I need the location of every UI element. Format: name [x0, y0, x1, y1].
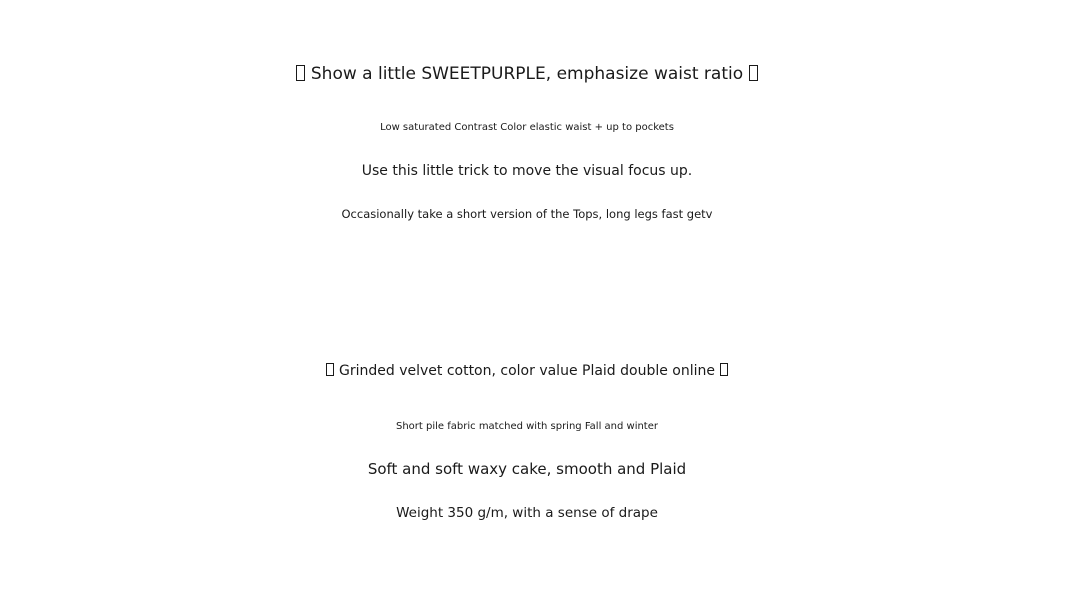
section-2-heading-text: Grinded velvet cotton, color value Plaid double online — [338, 363, 716, 379]
placeholder-glyph-icon — [326, 363, 334, 376]
placeholder-glyph-icon — [296, 65, 305, 81]
section-2-heading — [0, 363, 1054, 379]
section-1-line-2: Use this little trick to move the visual focus up. — [361, 163, 693, 179]
section-1-heading — [0, 64, 1054, 84]
section-2-line-2: Soft and soft waxy cake, smooth and Plaid — [367, 460, 687, 478]
section-1-heading-text: Show a little SWEETPURPLE, emphasize waist ratio — [310, 64, 744, 84]
section-2-line-1: Short pile fabric matched with spring Fall and winter — [396, 421, 658, 432]
section-2-line-3: Weight 350 g/m, with a sense of drape — [396, 505, 658, 521]
placeholder-glyph-icon — [749, 65, 758, 81]
placeholder-glyph-icon — [720, 363, 728, 376]
section-1-line-3: Occasionally take a short version of the Tops, long legs fast getv — [341, 207, 713, 221]
section-1-line-1: Low saturated Contrast Color elastic waist + up to pockets — [380, 122, 674, 133]
